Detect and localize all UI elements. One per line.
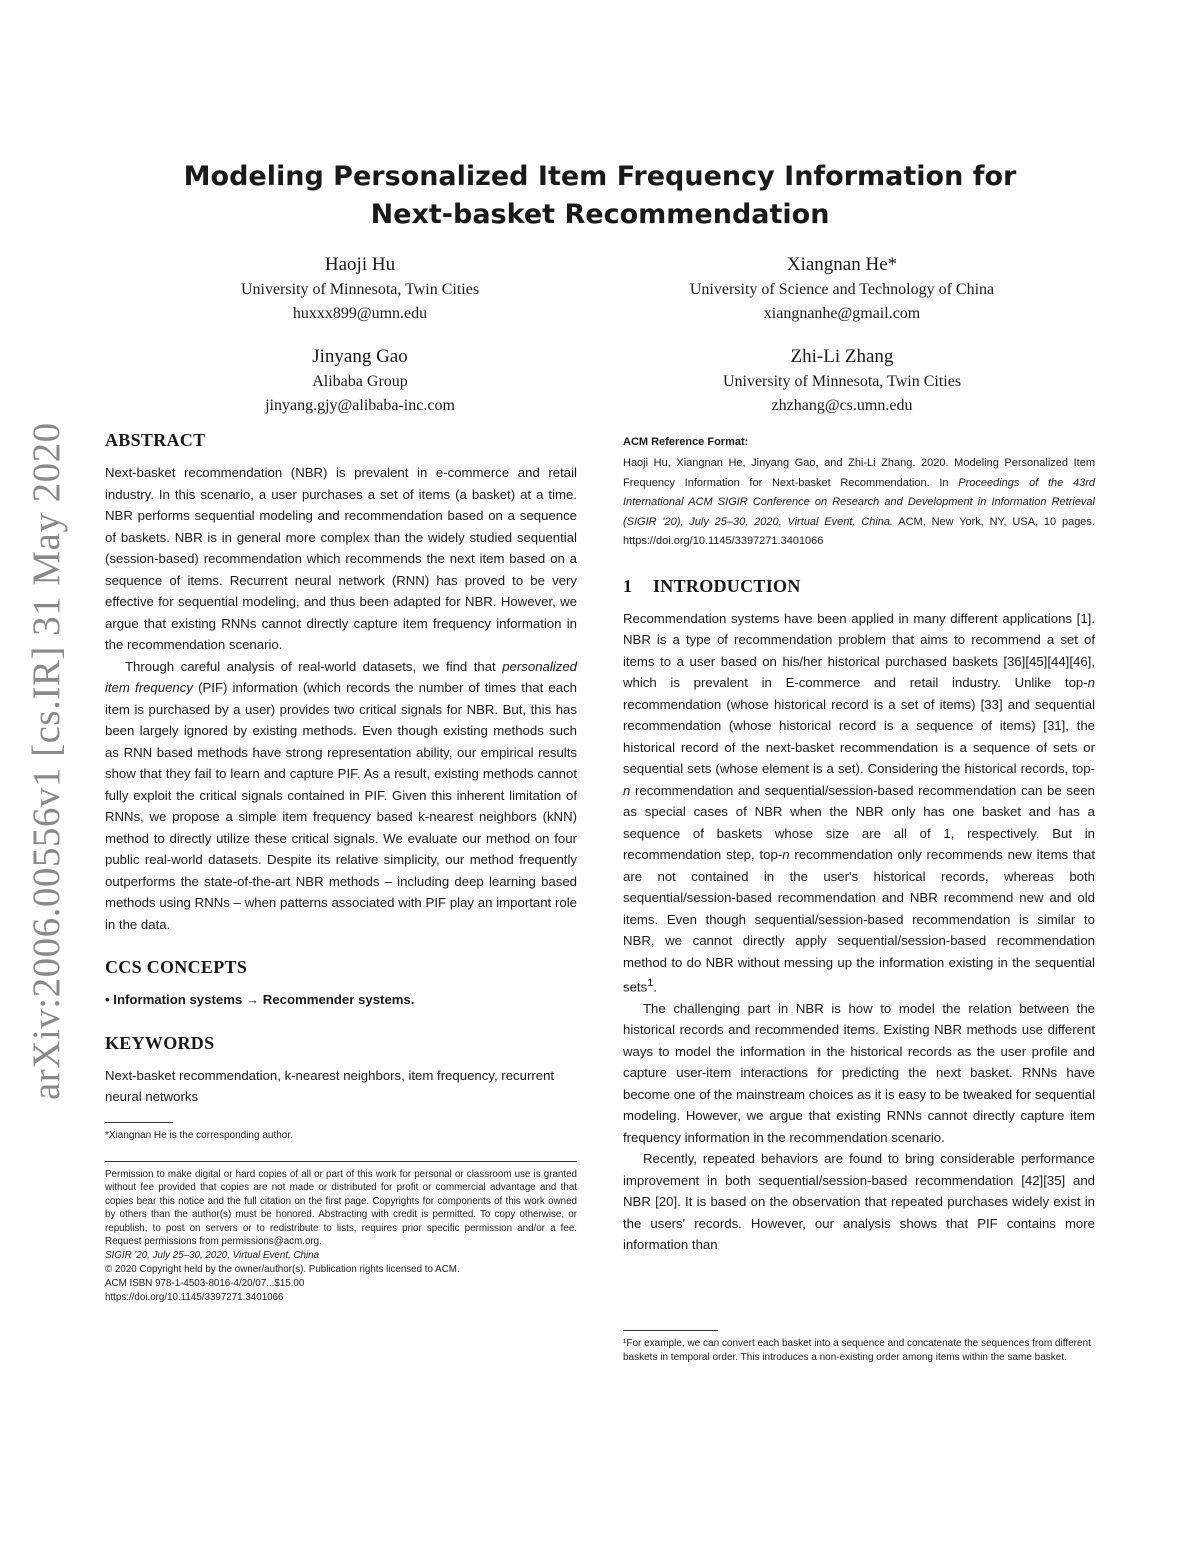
arxiv-stamp: arXiv:2006.00556v1 [cs.IR] 31 May 2020 <box>25 422 68 1100</box>
author-block <box>150 344 570 418</box>
section-title: INTRODUCTION <box>653 575 801 596</box>
author-email: xiangnanhe@gmail.com <box>763 305 921 322</box>
acm-ref-text: Haoji Hu, Xiangnan He, Jinyang Gao, and Zhi-Li Zhang. 2020. Modeling Personalized Item Frequency Information for Next-basket Recommendation. In <box>623 457 1095 489</box>
ccs-heading: CCS CONCEPTS <box>105 957 248 977</box>
abstract-text: Through careful analysis of real-world datasets, we find that <box>125 658 503 674</box>
author-name: Haoji Hu <box>324 254 396 275</box>
keywords-text: Next-basket recommendation, k-nearest neighbors, item frequency, recurrent neural networks <box>105 1067 555 1104</box>
author-name: Jinyang Gao <box>312 346 408 367</box>
intro-text: . <box>653 979 657 995</box>
footnote-1: ¹For example, we can convert each basket into a sequence and concatenate the sequences from different baskets in temporal order. This introduces a non-existing order among items within the same basket. <box>623 1338 1091 1363</box>
author-affiliation: Alibaba Group <box>312 373 408 390</box>
intro-paragraph: Recently, repeated behaviors are found to bring considerable performance improvement in both sequential/session-based recommendation [42][35] and NBR [20]. It is based on the observation that repeated purchases widely exist in the users' records. However, our analysis shows that PIF contains more information than <box>623 1151 1095 1253</box>
intro-text: Recommendation systems have been applied in many different applications [1]. NBR is a type of recommendation problem that aims to recommend a set of items to a user based on his/her historical purchased baskets [36][45][44][46], which is prevalent in E-commerce and retail industry. Unlike top- <box>623 610 1095 690</box>
author-block <box>150 252 570 326</box>
footnote-marker[interactable]: 1 <box>647 977 654 989</box>
author-email: jinyang.gjy@alibaba-inc.com <box>265 397 455 414</box>
right-column <box>623 434 1095 1256</box>
intro-text: recommendation only recommends new items that are not contained in the user's historical records, whereas both sequential/session-based recommendation and NBR recommend new and old items. Even though sequential/session-based recommendation is similar to NBR, we cannot directly apply sequential/session-based recommendation method to do NBR without messing up the information existing in the sequential sets <box>623 847 1095 995</box>
doi-link[interactable]: https://doi.org/10.1145/3397271.3401066 <box>105 1291 284 1303</box>
intro-paragraph <box>623 608 1095 998</box>
intro-math: n <box>623 782 631 798</box>
intro-math: n <box>782 847 790 862</box>
abstract-heading: ABSTRACT <box>105 430 206 450</box>
intro-text: recommendation (whose historical record is a set of items) [33] and sequential recommendation (whose historical record is a sequence of items) [31], the historical record of the next-basket recommendation is a sequence of sets or sequential sets (whose element is a set). Considering the historical records, top- <box>623 696 1095 776</box>
author-block <box>630 252 1054 326</box>
author-affiliation: University of Science and Technology of China <box>689 281 995 298</box>
intro-text: recommendation and sequential/session-based recommendation can be seen as special cases of NBR when the NBR only has one basket and has a sequence of baskets whose size are all of 1, respectively. But in recommendation step, top- <box>623 782 1095 862</box>
acm-ref-text: ACM, New York, NY, USA, 10 pages. https://doi.org/10.1145/3397271.3401066 <box>623 515 1095 547</box>
author-affiliation: University of Minnesota, Twin Cities <box>722 373 962 390</box>
acm-reference-text <box>623 454 1095 552</box>
footnote-rule <box>105 1122 173 1123</box>
venue-line: SIGIR '20, July 25–30, 2020, Virtual Event, China <box>105 1249 320 1261</box>
left-column <box>105 428 577 1305</box>
author-email: huxxx899@umn.edu <box>292 305 428 322</box>
intro-paragraph: The challenging part in NBR is how to model the relation between the historical records and recommended items. Existing NBR methods use different ways to model the information in the historical records as the user profile and capture user-item interactions for predicting the next basket. RNNs have become one of the mainstream choices as it is easy to be tweaked for sequential modeling. However, we argue that existing RNNs cannot directly capture item frequency information in the recommendation scenario. <box>623 1000 1095 1145</box>
author-email: zhzhang@cs.umn.edu <box>771 397 913 414</box>
corresponding-author-footnote: *Xiangnan He is the corresponding author. <box>105 1129 293 1141</box>
author-name: Xiangnan He* <box>786 254 898 275</box>
copyright-line: © 2020 Copyright held by the owner/author(s). Publication rights licensed to ACM. <box>105 1263 460 1275</box>
ccs-text: • Information systems → Recommender systems. <box>105 992 415 1007</box>
keywords-heading: KEYWORDS <box>105 1032 215 1053</box>
permission-rule <box>105 1161 577 1162</box>
paper-title: Modeling Personalized Item Frequency Information for Next-basket Recommendation <box>183 161 1017 230</box>
section-number: 1 <box>623 575 633 596</box>
permission-notice: Permission to make digital or hard copies of all or part of this work for personal or classroom use is granted without fee provided that copies are not made or distributed for profit or commercial advantage and that copies bear this notice and the full citation on the first page. Copyrights for components of this work owned by others than the author(s) must be honored. Abstracting with credit is permitted. To copy otherwise, or republish, to post on servers or to redistribute to lists, requires prior specific permission and/or a fee. Request permissions from permissions@acm.org. <box>105 1168 577 1247</box>
abstract-emphasis: personalized item frequency <box>105 658 577 695</box>
acm-ref-proceedings: Proceedings of the 43rd International ACM SIGIR Conference on Research and Development in Information Retrieval (SIGIR '20), July 25–30, 2020, Virtual Event, China. <box>623 476 1095 528</box>
ccs-concepts <box>105 989 577 1011</box>
author-block <box>630 344 1054 418</box>
abstract-paragraph <box>105 656 577 936</box>
intro-math: n <box>1087 675 1095 690</box>
abstract-paragraph: Next-basket recommendation (NBR) is prevalent in e-commerce and retail industry. In this scenario, a user purchases a set of items (a basket) at a time. NBR performs sequential modeling and recommendation based on a sequence of baskets. NBR is in general more complex than the widely studied sequential (session-based) recommendation which recommends the next item based on a sequence of items. Recurrent neural network (RNN) has proved to be very effective for sequential modeling, and thus been adapted for NBR. However, we argue that existing RNNs cannot directly capture item frequency information in the recommendation scenario. <box>105 465 577 652</box>
introduction-heading <box>623 574 1095 598</box>
author-name: Zhi-Li Zhang <box>790 346 894 367</box>
footnote-rule <box>623 1330 718 1331</box>
acm-reference-heading: ACM Reference Format: <box>623 436 749 448</box>
author-affiliation: University of Minnesota, Twin Cities <box>240 281 480 298</box>
abstract-text: (PIF) information (which records the number of times that each item is purchased by a user) provides two critical signals for NBR. But, this has been largely ignored by existing methods. Even though existing methods such as RNN based methods have strong representation ability, our empirical results show that they fail to learn and capture PIF. As a result, existing methods cannot fully exploit the critical signals contained in PIF. Given this inherent limitation of RNNs, we propose a simple item frequency based k-nearest neighbors (kNN) method to directly utilize these critical signals. We evaluate our method on four public real-world datasets. Despite its relative simplicity, our method frequently outperforms the state-of-the-art NBR methods – including deep learning based methods using RNNs – when patterns associated with PIF play an important role in the data. <box>105 680 577 932</box>
right-footnote-area <box>623 1330 1095 1365</box>
isbn-line: ACM ISBN 978-1-4503-8016-4/20/07...$15.00 <box>105 1277 305 1289</box>
